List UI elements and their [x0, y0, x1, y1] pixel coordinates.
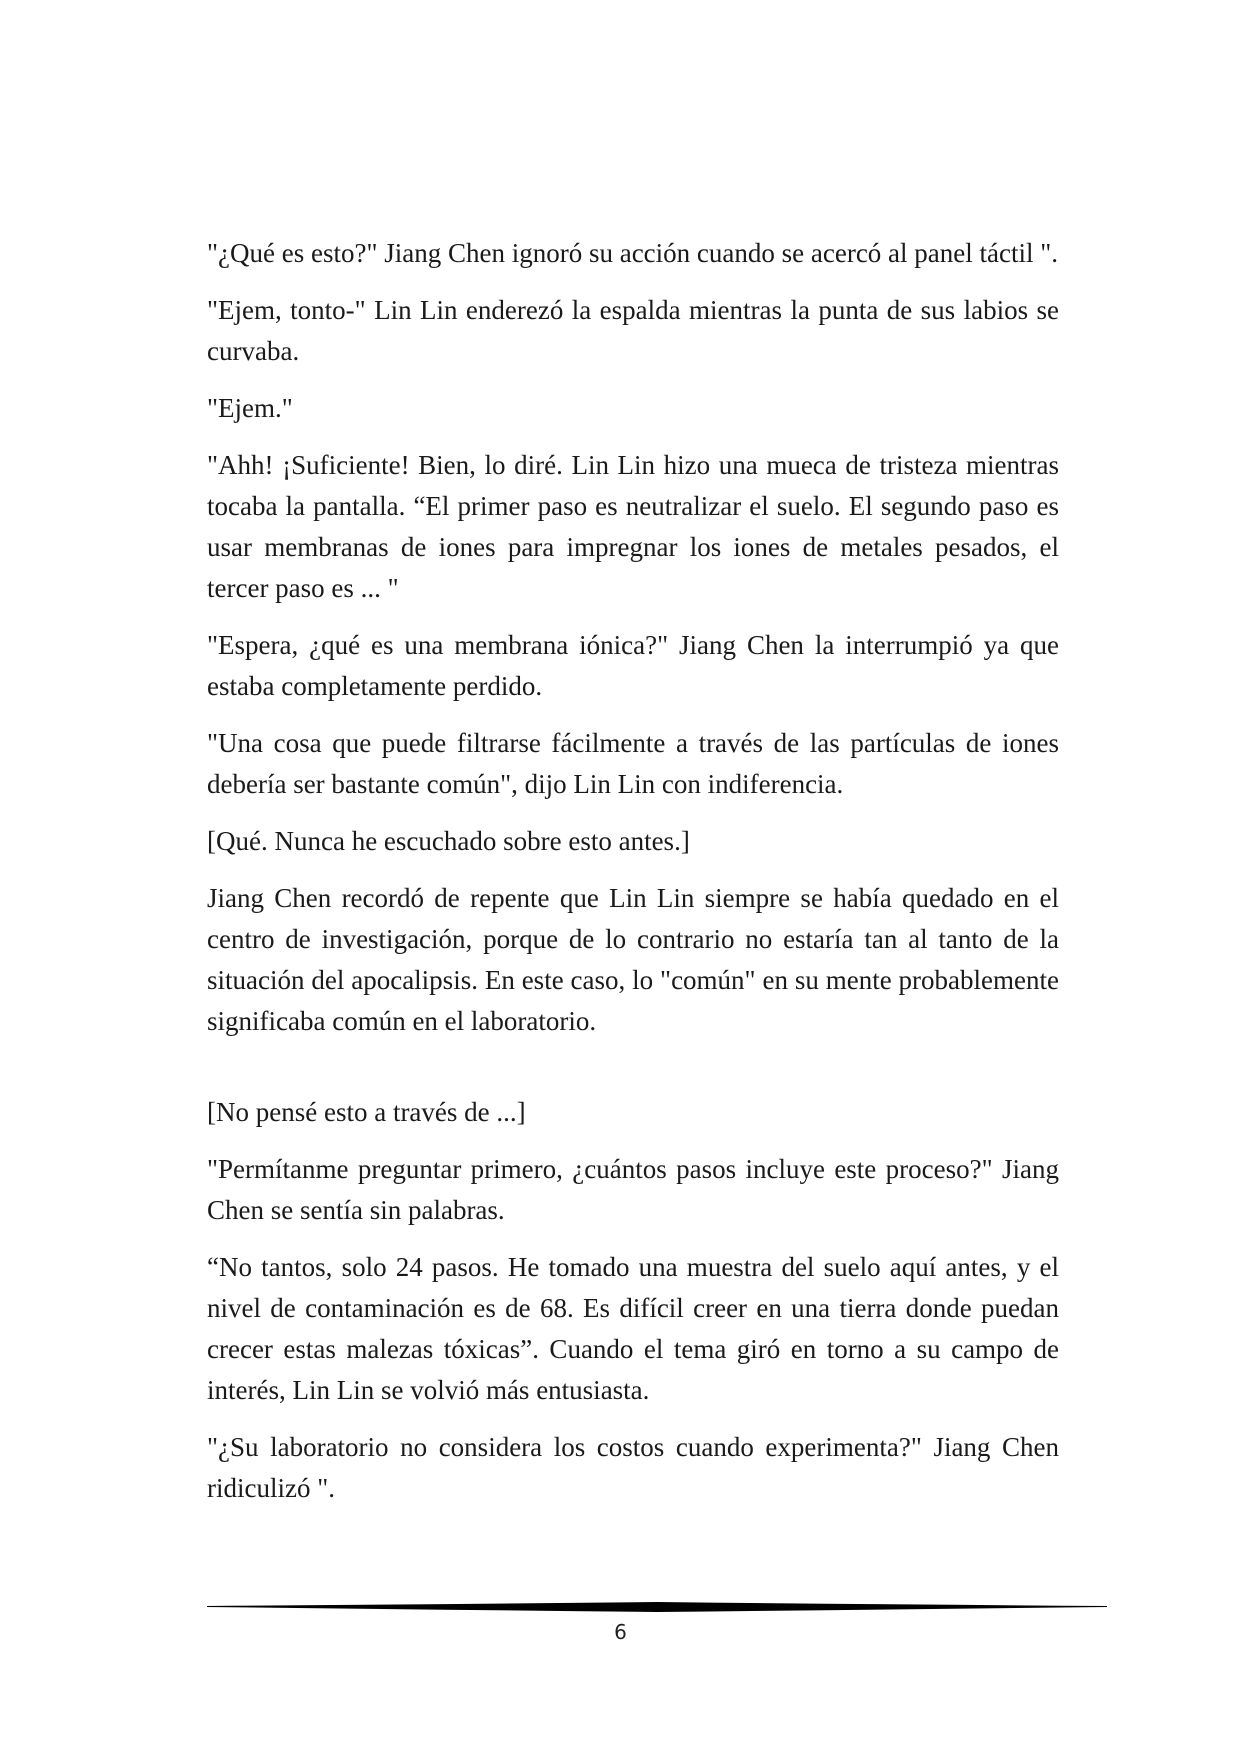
paragraph-4: "Ahh! ¡Suficiente! Bien, lo diré. Lin Lin hizo una mueca de tristeza mientras tocaba la pantalla. “El primer paso es neutralizar el suelo. El segundo paso es usar membranas de iones para impregnar los iones de metales pesados, el tercer paso es ... ": [207, 450, 1059, 603]
paragraph-5: "Espera, ¿qué es una membrana iónica?" Jiang Chen la interrumpió ya que estaba completamente perdido.: [207, 630, 1059, 701]
paragraph-3: "Ejem.": [207, 393, 293, 423]
paragraph-6: "Una cosa que puede filtrarse fácilmente a través de las partículas de iones debería ser bastante común", dijo Lin Lin con indiferencia.: [207, 728, 1059, 799]
paragraph-9: [No pensé esto a través de ...]: [207, 1097, 526, 1127]
paragraph-7: [Qué. Nunca he escuchado sobre esto antes.]: [207, 826, 690, 856]
paragraph-8: Jiang Chen recordó de repente que Lin Lin siempre se había quedado en el centro de investigación, porque de lo contrario no estaría tan al tanto de la situación del apocalipsis. En este caso, lo "común" en su mente probablemente significaba común en el laboratorio.: [207, 883, 1059, 1036]
paragraph-2: "Ejem, tonto-" Lin Lin enderezó la espalda mientras la punta de sus labios se curvaba.: [207, 295, 1059, 366]
paragraph-10: "Permítanme preguntar primero, ¿cuántos pasos incluye este proceso?" Jiang Chen se sentía sin palabras.: [207, 1154, 1059, 1225]
body-text: [207, 233, 1059, 1525]
paragraph-11: “No tantos, solo 24 pasos. He tomado una muestra del suelo aquí antes, y el nivel de contaminación es de 68. Es difícil creer en una tierra donde puedan crecer estas malezas tóxicas”. Cuando el tema giró en torno a su campo de interés, Lin Lin se volvió más entusiasta.: [207, 1252, 1059, 1405]
footer-rule: [207, 1600, 1107, 1614]
page-number: 6: [614, 1620, 627, 1644]
paragraph-1: "¿Qué es esto?" Jiang Chen ignoró su acción cuando se acercó al panel táctil ".: [207, 238, 1059, 268]
paragraph-12: "¿Su laboratorio no considera los costos cuando experimenta?" Jiang Chen ridiculizó ".: [207, 1432, 1059, 1503]
